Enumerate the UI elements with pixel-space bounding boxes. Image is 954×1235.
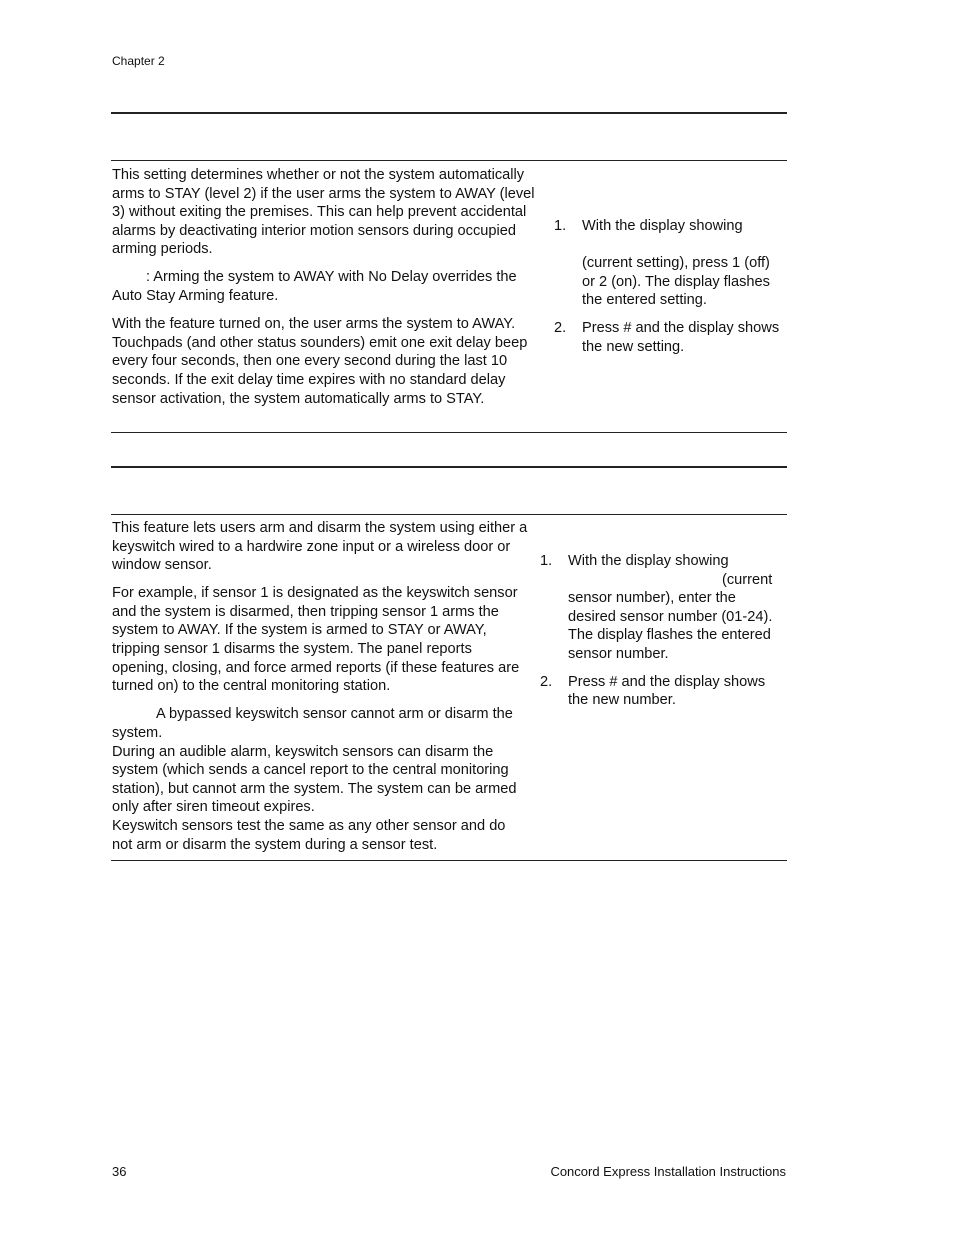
page-number: 36 bbox=[112, 1164, 127, 1179]
section1-bottom-rule bbox=[111, 432, 787, 433]
section2-test-paragraph: Keyswitch sensors test the same as any other sensor and do not arm or disarm the system during a sensor test. bbox=[112, 817, 506, 853]
section1-step-2 bbox=[554, 319, 786, 356]
section1-procedure bbox=[554, 217, 786, 365]
chapter-header: Chapter 2 bbox=[112, 54, 165, 68]
step-text: Press # and the display shows the new number. bbox=[568, 673, 766, 709]
step-text: (current setting), press 1 (off) or 2 (on). The display flashes the entered setting. bbox=[582, 255, 770, 309]
step-text: (current sensor number), enter the desired sensor number (01-24). The display flashes the entered sensor number. bbox=[568, 571, 773, 662]
step-number: 2. bbox=[554, 319, 567, 336]
step-text: With the display showing bbox=[582, 218, 743, 234]
section2-top-rule bbox=[111, 466, 787, 468]
document-title: Concord Express Installation Instructions bbox=[550, 1164, 786, 1179]
section2-note-paragraph: A bypassed keyswitch sensor cannot arm or disarm the system. bbox=[112, 706, 513, 741]
section2-step-1 bbox=[540, 552, 786, 664]
section2-description bbox=[112, 519, 528, 854]
section1-table-rule bbox=[111, 160, 787, 161]
section1-description bbox=[112, 166, 542, 418]
section2-example-paragraph: For example, if sensor 1 is designated as the keyswitch sensor and the system is disarmed, then tripping sensor 1 arms the system to AWAY. If the system is armed to STAY or AWAY, tripping sensor 1 disarms the system. The panel reports opening, closing, and force armed reports (if these features are turned on) to the central monitoring station. bbox=[112, 585, 520, 695]
section1-intro-paragraph: This setting determines whether or not the system automatically arms to STAY (level 2) if the user arms the system to AWAY (level 3) without exiting the premises. This can help prevent accidental alarms by deactivating interior motion sensors during occupied arming periods. bbox=[112, 167, 535, 258]
step-text: With the display showing bbox=[568, 553, 729, 569]
section2-intro-paragraph: This feature lets users arm and disarm the system using either a keyswitch wired to a hardwire zone input or a wireless door or window sensor. bbox=[112, 520, 528, 574]
step-text: Press # and the display shows the new setting. bbox=[582, 319, 780, 355]
section2-procedure bbox=[540, 552, 786, 719]
step-number: 1. bbox=[554, 218, 567, 234]
section2-table-rule bbox=[111, 514, 787, 515]
step-number: 2. bbox=[540, 673, 553, 690]
section1-note-paragraph: : Arming the system to AWAY with No Delay overrides the Auto Stay Arming feature. bbox=[112, 269, 517, 305]
section1-detail-paragraph: With the feature turned on, the user arms the system to AWAY. Touchpads (and other status sounders) emit one exit delay beep every four seconds, then one every second during the last 10 seconds. If the exit delay time expires with no standard delay sensor activation, the system automatically arms to STAY. bbox=[112, 316, 528, 407]
section1-step-1 bbox=[554, 217, 786, 310]
section1-top-rule bbox=[111, 112, 787, 114]
section2-bottom-rule bbox=[111, 860, 787, 861]
section2-alarm-paragraph: During an audible alarm, keyswitch sensors can disarm the system (which sends a cancel report to the central monitoring station), but cannot arm the system. The system can be armed only after siren timeout expires. bbox=[112, 743, 517, 816]
section2-step-2 bbox=[540, 673, 786, 710]
step-number: 1. bbox=[540, 553, 553, 569]
